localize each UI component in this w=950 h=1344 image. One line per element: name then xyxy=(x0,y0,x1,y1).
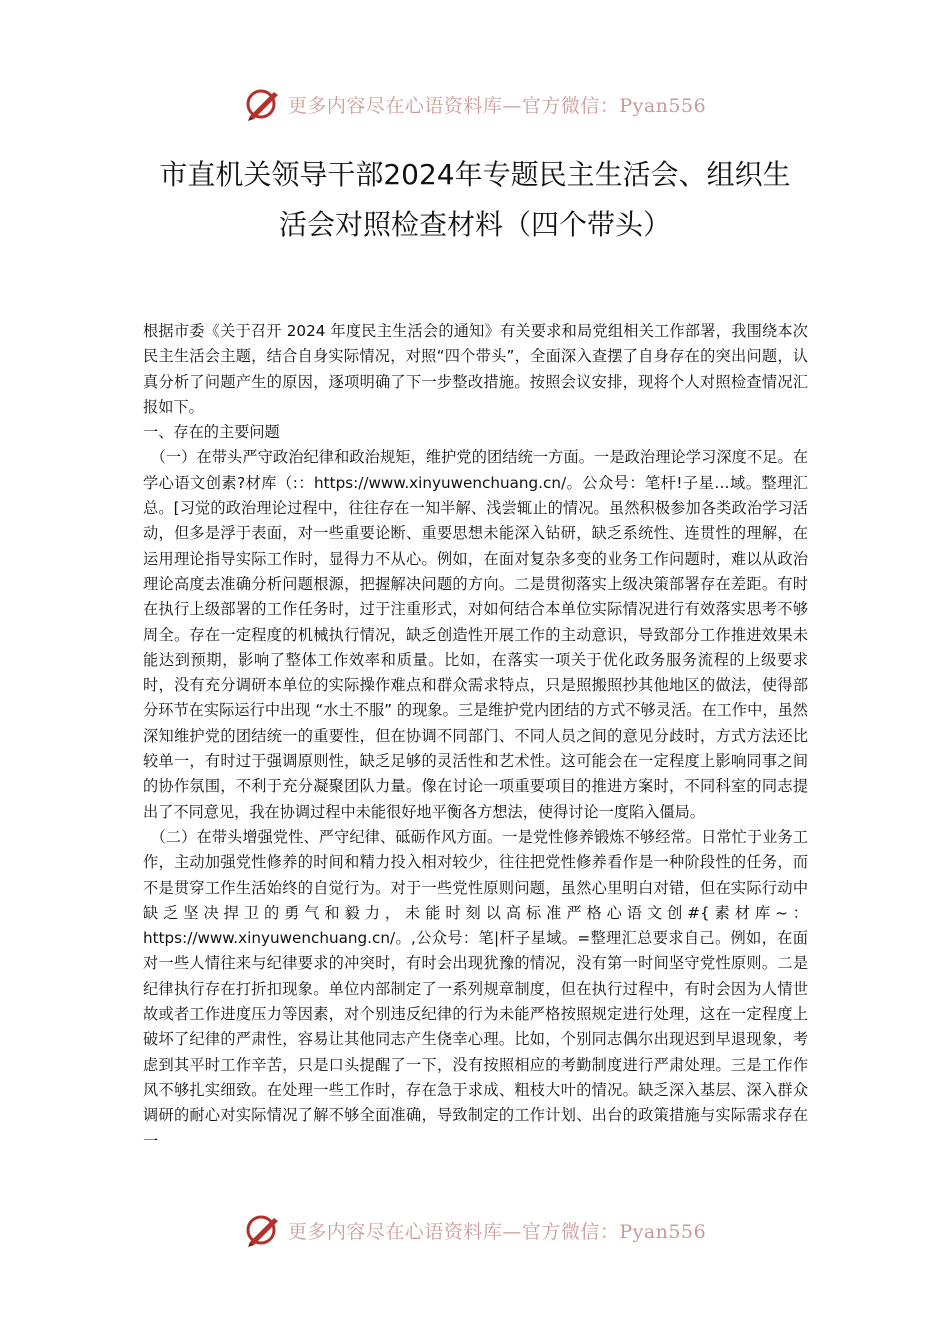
document-title xyxy=(100,150,850,250)
watermark-footer xyxy=(0,1212,950,1248)
title-line-1: 市直机关领导干部2024年专题民主生活会、组织生 xyxy=(159,158,791,191)
title-line-2: 活会对照检查材料（四个带头） xyxy=(278,208,671,241)
intro-paragraph: 根据市委《关于召开 2024 年度民主生活会的通知》有关要求和局党组相关工作部署，我围绕本次民主生活会主题，结合自身实际情况，对照“四个带头”，全面深入查摆了自身存在的突出问题，认真分析了问题产生的原因，逐项明确了下一步整改措施。按照会议安排，现将个人对照检查情况汇报如下。 xyxy=(143,322,808,416)
document-body xyxy=(143,319,808,1154)
section-heading: 一、存在的主要问题 xyxy=(143,423,280,442)
watermark-text: 更多内容尽在心语资料库—官方微信：Pyan556 xyxy=(287,1220,707,1243)
brush-logo-icon xyxy=(244,1212,282,1248)
watermark-header xyxy=(0,86,950,122)
brush-logo-icon xyxy=(244,86,282,122)
watermark-text: 更多内容尽在心语资料库—官方微信：Pyan556 xyxy=(287,94,707,117)
body-paragraph-1: （一）在带头严守政治纪律和政治规矩，维护党的团结统一方面。一是政治理论学习深度不足。在学心语文创素?材库（:：https://www.xinyuwenchuang.cn/。公众号：笔杆!子星…域。整理汇总。[习觉的政治理论过程中，往往存在一知半解、浅尝辄止的情况。虽然积极参加各类政治学习活动，但多是浮于表面，对一些重要论断、重要思想未能深入钻研，缺乏系统性、连贯性的理解，在运用理论指导实际工作时，显得力不从心。例如，在面对复杂多变的业务工作问题时，难以从政治理论高度去准确分析问题根源，把握解决问题的方向。二是贯彻落实上级决策部署存在差距。有时在执行上级部署的工作任务时，过于注重形式，对如何结合本单位实际情况进行有效落实思考不够周全。存在一定程度的机械执行情况，缺乏创造性开展工作的主动意识，导致部分工作推进效果未能达到预期，影响了整体工作效率和质量。比如，在落实一项关于优化政务服务流程的上级要求时，没有充分调研本单位的实际操作难点和群众需求特点，只是照搬照抄其他地区的做法，使得部分环节在实际运行中出现 “水土不服” 的现象。三是维护党内团结的方式不够灵活。在工作中，虽然深知维护党的团结统一的重要性，但在协调不同部门、不同人员之间的意见分歧时，方式方法还比较单一，有时过于强调原则性，缺乏足够的灵活性和艺术性。这可能会在一定程度上影响同事之间的协作氛围，不利于充分凝聚团队力量。像在讨论一项重要项目的推进方案时，不同科室的同志提出了不同意见，我在协调过程中未能很好地平衡各方想法，使得讨论一度陷入僵局。 xyxy=(143,448,808,821)
body-paragraph-2: （二）在带头增强党性、严守纪律、砥砺作风方面。一是党性修养锻炼不够经常。日常忙于业务工作，主动加强党性修养的时间和精力投入相对较少，往往把党性修养看作是一种阶段性的任务，而不是贯穿工作生活始终的自觉行为。对于一些党性原则问题，虽然心里明白对错，但在实际行动中缺乏坚决捍卫的勇气和毅力，未能时刻以高标准严格心语文创#{素材库~：https://www.xinyuwenchuang.cn/。,公众号：笔|杆子星域。=整理汇总要求自己。例如，在面对一些人情往来与纪律要求的冲突时，有时会出现犹豫的情况，没有第一时间坚守党性原则。二是纪律执行存在打折扣现象。单位内部制定了一系列规章制度，但在执行过程中，有时会因为人情世故或者工作进度压力等因素，对个别违反纪律的行为未能严格按照规定进行处理，这在一定程度上破坏了纪律的严肃性，容易让其他同志产生侥幸心理。比如，个别同志偶尔出现迟到早退现象，考虑到其平时工作辛苦，只是口头提醒了一下，没有按照相应的考勤制度进行严肃处理。三是工作作风不够扎实细致。在处理一些工作时，存在急于求成、粗枝大叶的情况。缺乏深入基层、深入群众调研的耐心对实际情况了解不够全面准确，导致制定的工作计划、出台的政策措施与实际需求存在一 xyxy=(143,827,808,1150)
